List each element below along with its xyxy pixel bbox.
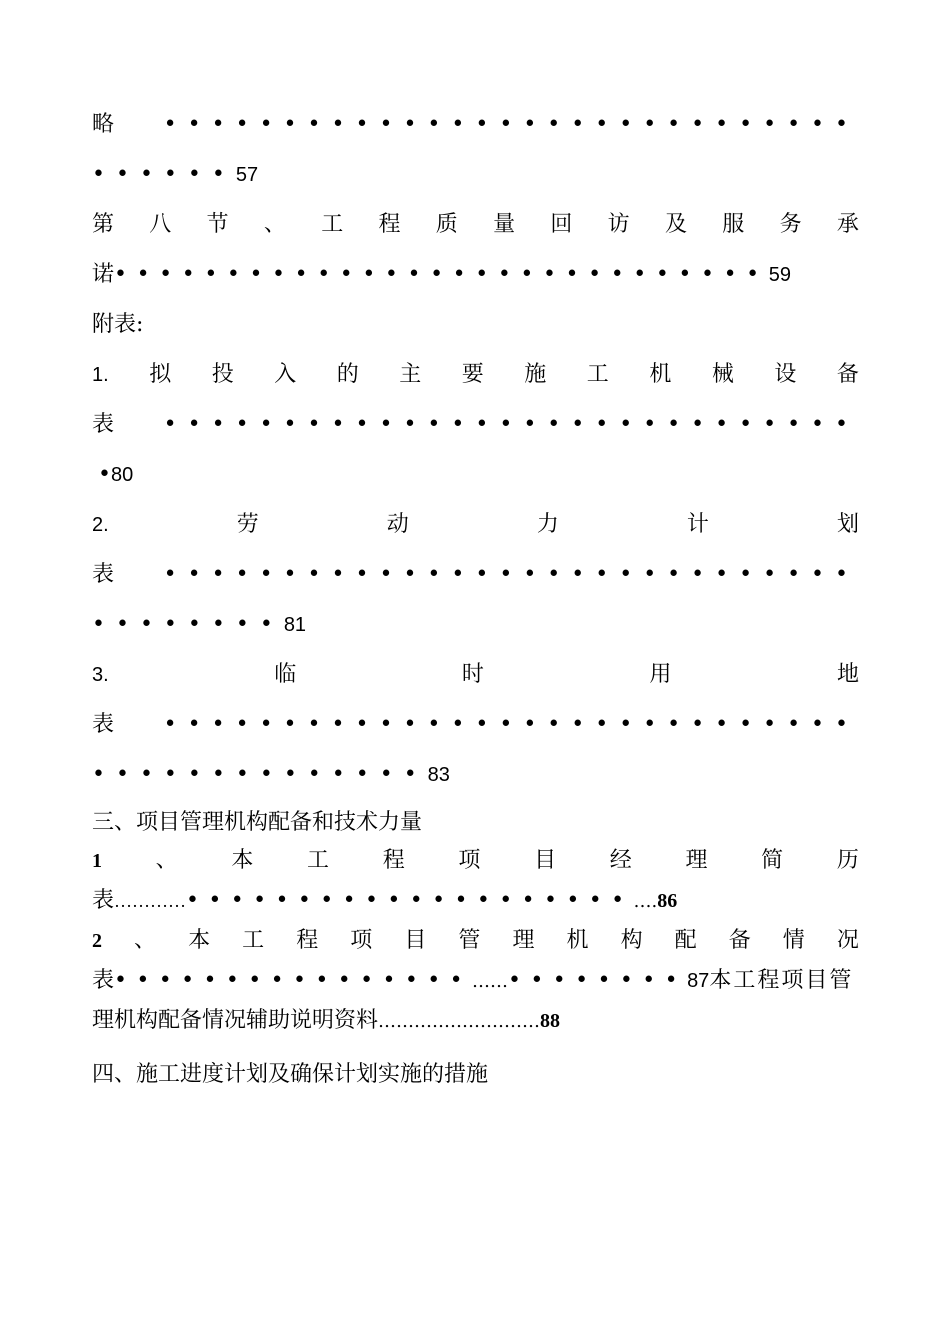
toc-char: 拟 <box>149 362 172 387</box>
toc-char: 程 <box>296 928 319 953</box>
toc-char: 项 <box>458 848 481 873</box>
item-number: 2. <box>92 514 109 536</box>
toc-char: 设 <box>774 362 797 387</box>
leader-dots: •••••••• <box>508 968 688 993</box>
toc-char: 、 <box>155 848 178 873</box>
toc-char: 工 <box>586 362 609 387</box>
toc-char: 回 <box>550 212 573 237</box>
leader-dots: ••••••••••••••••••••••••••••• <box>163 112 859 137</box>
leader-dots: •••••• <box>92 162 236 187</box>
leader-dots: ••••••••••••••••••••••••••••• <box>163 712 859 737</box>
toc-line-10 <box>92 560 859 590</box>
toc-char: 劳 <box>236 512 259 537</box>
toc-char: 表 <box>92 968 115 993</box>
toc-char: 第 <box>92 212 115 237</box>
toc-line-7 <box>92 410 859 440</box>
leader-dots: • <box>98 462 111 487</box>
page-number: 59 <box>768 264 791 286</box>
toc-char: 用 <box>649 662 672 687</box>
toc-line-14 <box>92 760 859 790</box>
toc-char: 配 <box>674 928 697 953</box>
toc-char: 历 <box>836 848 859 873</box>
item-number: 3. <box>92 664 109 686</box>
toc-line-19 <box>92 966 859 996</box>
toc-char: 及 <box>664 212 687 237</box>
leader-ellipsis: …. <box>633 891 658 912</box>
toc-char: 目 <box>404 928 427 953</box>
item-number: 1. <box>92 364 109 386</box>
toc-char: 力 <box>536 512 559 537</box>
toc-line-6 <box>92 360 859 390</box>
toc-char: 节 <box>206 212 229 237</box>
leader-dots: ••••••••••••••••••••••••••••• <box>114 262 769 287</box>
toc-line-1 <box>92 110 859 140</box>
toc-char: 情 <box>782 928 805 953</box>
toc-char: 表 <box>92 562 115 587</box>
toc-char: 工 <box>242 928 265 953</box>
item-number: 1 <box>92 850 102 872</box>
toc-char: 主 <box>399 362 422 387</box>
toc-line-17 <box>92 886 859 916</box>
toc-line-8 <box>92 460 859 490</box>
toc-char: 略 <box>92 112 115 137</box>
toc-char: 械 <box>711 362 734 387</box>
toc-char: 目 <box>534 848 557 873</box>
toc-line-21 <box>92 1060 859 1090</box>
toc-char: 施 <box>524 362 547 387</box>
toc-char: 、 <box>263 212 286 237</box>
toc-char: 理 <box>512 928 535 953</box>
toc-char: 的 <box>336 362 359 387</box>
toc-char: 机 <box>649 362 672 387</box>
toc-line-5 <box>92 310 859 340</box>
toc-char: 要 <box>461 362 484 387</box>
toc-char: 本 <box>188 928 211 953</box>
toc-line-15 <box>92 808 859 838</box>
leader-dots: •••••••• <box>92 612 284 637</box>
toc-line-18 <box>92 926 859 956</box>
toc-text: 理机构配备情况辅助说明资料 <box>92 1008 379 1033</box>
page-number: 57 <box>235 164 259 186</box>
leader-dots: ••••••••••••••••••••••••••••• <box>163 412 859 437</box>
leader-dots: ••••••••••••••••••••••••••••• <box>163 562 859 587</box>
page-number: 80 <box>110 464 134 486</box>
toc-char: 计 <box>686 512 709 537</box>
toc-char: 投 <box>211 362 234 387</box>
item-number: 2 <box>92 930 102 952</box>
toc-line-11 <box>92 610 859 640</box>
page-number: 86 <box>657 890 678 912</box>
toc-text: 本工程项目管 <box>709 968 854 993</box>
toc-char: 务 <box>779 212 802 237</box>
leader-ellipsis: ……………………… <box>378 1011 541 1032</box>
section-heading: 三、项目管理机构配备和技术力量 <box>92 810 423 835</box>
toc-char: 量 <box>493 212 516 237</box>
toc-line-16 <box>92 846 859 876</box>
toc-char: 、 <box>134 928 157 953</box>
toc-char: 本 <box>231 848 254 873</box>
toc-char: 管 <box>458 928 481 953</box>
toc-char: 程 <box>378 212 401 237</box>
page-number: 88 <box>540 1010 561 1032</box>
toc-char: 备 <box>728 928 751 953</box>
toc-char: 简 <box>761 848 784 873</box>
leader-ellipsis: ………… <box>114 891 187 911</box>
toc-char: 工 <box>307 848 330 873</box>
toc-char: 时 <box>461 662 484 687</box>
toc-char: 构 <box>620 928 643 953</box>
toc-char: 理 <box>685 848 708 873</box>
toc-char: 质 <box>435 212 458 237</box>
toc-char: 程 <box>382 848 405 873</box>
toc-line-3 <box>92 210 859 240</box>
toc-char: 动 <box>386 512 409 537</box>
toc-line-12 <box>92 660 859 690</box>
section-heading: 四、施工进度计划及确保计划实施的措施 <box>92 1062 489 1087</box>
toc-line-13 <box>92 710 859 740</box>
toc-char: 服 <box>722 212 745 237</box>
leader-ellipsis: …… <box>472 971 509 992</box>
toc-char: 备 <box>836 362 859 387</box>
toc-char: 访 <box>607 212 630 237</box>
toc-line-2 <box>92 160 859 190</box>
toc-char: 八 <box>149 212 172 237</box>
leader-dots: •••••••••••••••• <box>114 968 473 993</box>
toc-char: 况 <box>836 928 859 953</box>
toc-line-9 <box>92 510 859 540</box>
toc-char: 划 <box>836 512 859 537</box>
toc-char: 地 <box>836 662 859 687</box>
toc-line-4 <box>92 260 859 290</box>
toc-char: 表 <box>92 412 115 437</box>
toc-char: 诺 <box>92 262 115 287</box>
toc-char: 项 <box>350 928 373 953</box>
toc-line-20 <box>92 1006 859 1036</box>
toc-char: 经 <box>609 848 632 873</box>
page-number: 81 <box>283 614 307 636</box>
page-number: 87 <box>687 970 710 992</box>
leader-dots: •••••••••••••• <box>92 762 428 787</box>
toc-char: 表 <box>92 712 115 737</box>
leader-dots: •••••••••••••••••••• <box>186 888 634 913</box>
toc-char: 机 <box>566 928 589 953</box>
toc-char: 入 <box>274 362 297 387</box>
toc-char: 承 <box>836 212 859 237</box>
toc-char: 工 <box>321 212 344 237</box>
toc-char: 临 <box>274 662 297 687</box>
page-number: 83 <box>427 764 450 786</box>
section-label: 附表: <box>92 312 144 337</box>
toc-char: 表 <box>92 888 115 913</box>
